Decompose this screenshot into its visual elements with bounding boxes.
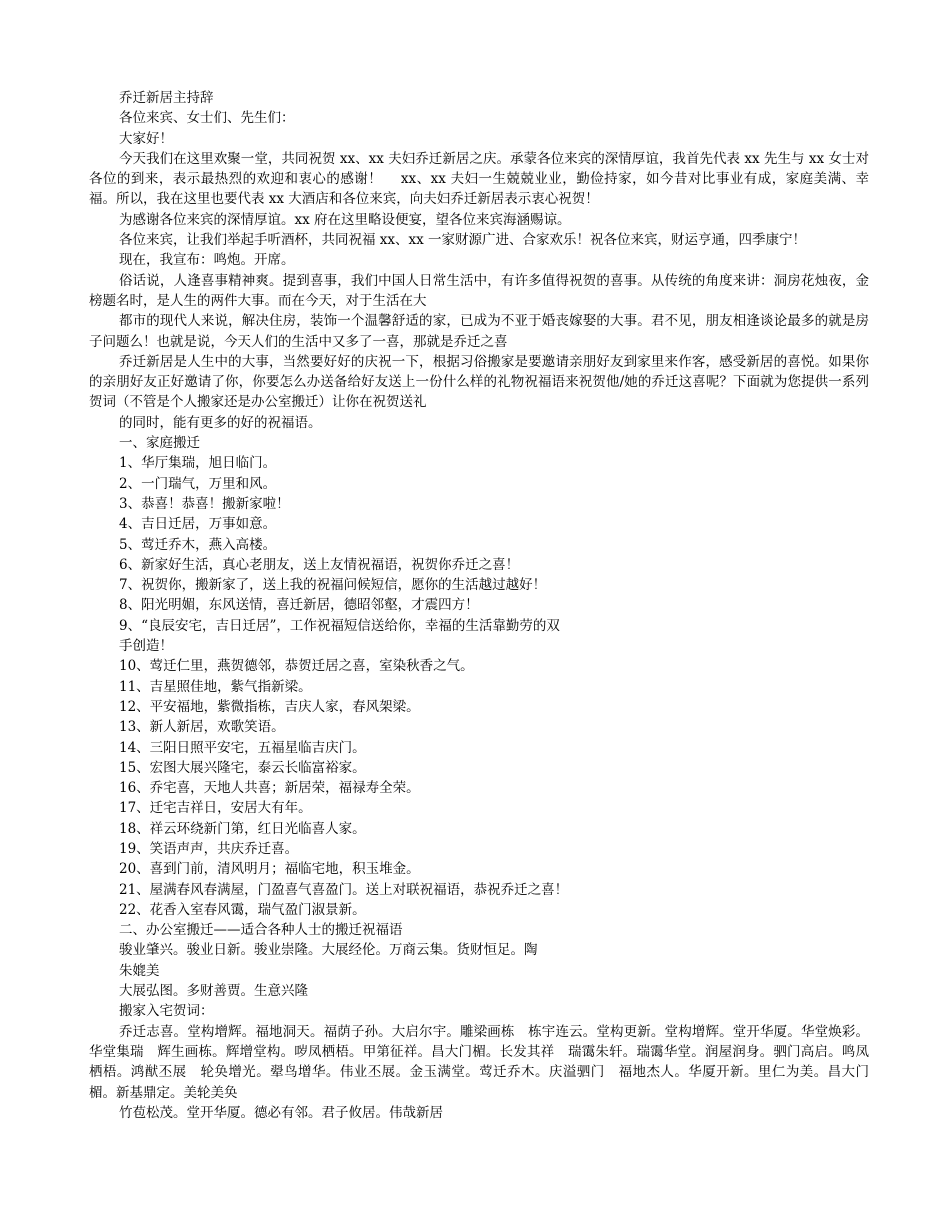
list-item: 1、华厅集瑞，旭日临门。	[119, 455, 277, 472]
list-item: 6、新家好生活，真心老朋友，送上友情祝福语，祝贺你乔迁之喜！	[119, 556, 520, 573]
paragraph: 大家好！	[119, 130, 173, 147]
paragraph: 各位来宾，让我们举起手听酒杯，共同祝福 xx、xx 一家财源广进、合家欢乐！祝各位来宾，财运亨通，四季康宁！	[119, 232, 807, 249]
paragraph: 俗话说，人逢喜事精神爽。提到喜事，我们中国人日常生活中，有许多值得祝贺的喜事。从传统的角度来讲：洞房花烛夜，金榜题名时，是人生的两件大事。而在今天，对于生活在大	[89, 272, 869, 309]
paragraph: 大展弘图。多财善贾。生意兴隆	[119, 983, 308, 1000]
list-item: 手创造！	[119, 638, 173, 655]
list-item: 14、三阳日照平安宅，五福星临吉庆门。	[119, 739, 366, 756]
document-page	[89, 88, 869, 1123]
paragraph: 乔迁志喜。堂构增辉。福地洞天。福荫子孙。大启尔宇。雕梁画栋 栋宇连云。堂构更新。堂构增辉。堂开华厦。华堂焕彩。华堂集瑞 辉生画栋。辉增堂构。哕凤栖梧。甲第征祥。昌大门楣。长发其祥 瑞霭朱轩。瑞霭华堂。润屋润身。驷门高启。鸣凤栖梧。鸿猷丕展 轮奂增光。翚鸟增华。伟业丕展。金玉满堂。莺迁乔木。庆溢驷门 福地杰人。华厦开新。里仁为美。昌大门楣。新基鼎定。美轮美奂	[89, 1023, 869, 1101]
list-item: 16、乔宅喜，天地人共喜；新居荣，福禄寿全荣。	[119, 780, 420, 797]
list-item: 20、喜到门前，清风明月；福临宅地，积玉堆金。	[119, 861, 420, 878]
list-item: 15、宏图大展兴隆宅，泰云长临富裕家。	[119, 759, 366, 776]
paragraph: 现在，我宣布：鸣炮。开席。	[119, 252, 295, 269]
paragraph: 各位来宾、女士们、先生们：	[119, 110, 295, 127]
paragraph: 的同时，能有更多的好的祝福语。	[119, 414, 322, 431]
paragraph: 都市的现代人来说，解决住房，装饰一个温馨舒适的家，已成为不亚于婚丧嫁娶的大事。君不见，朋友相逢谈论最多的就是房子问题么！也就是说，今天人们的生活中又多了一喜，那就是乔迁之喜	[89, 313, 869, 350]
list-item: 12、平安福地，紫微指栋，吉庆人家，春风架梁。	[119, 698, 420, 715]
list-item: 17、迁宅吉祥日，安居大有年。	[119, 800, 312, 817]
list-item: 21、屋满春风春满屋，门盈喜气喜盈门。送上对联祝福语，恭祝乔迁之喜！	[119, 881, 569, 898]
list-item: 8、阳光明媚，东风送情，喜迁新居，德昭邻壑，才震四方！	[119, 597, 479, 614]
list-item: 4、吉日迁居，万事如意。	[119, 516, 277, 533]
list-item: 22、花香入室春风霭，瑞气盈门淑景新。	[119, 901, 366, 918]
document-title: 乔迁新居主持辞	[119, 90, 214, 106]
list-item: 7、祝贺你，搬新家了，送上我的祝福问候短信，愿你的生活越过越好！	[119, 577, 547, 594]
list-item: 10、莺迁仁里，燕贺德邻，恭贺迁居之喜，室染秋香之气。	[119, 658, 474, 675]
paragraph: 今天我们在这里欢聚一堂，共同祝贺 xx、xx 夫妇乔迁新居之庆。承蒙各位来宾的深情厚谊，我首先代表 xx 先生与 xx 女士对各位的到来，表示最热烈的欢迎和衷心的感谢！ xx、xx 夫妇一生兢兢业业，勤俭持家，如今昔对比事业有成，家庭美满、幸福。所以，我在这里也要代表 xx 大酒店和各位来宾，向夫妇乔迁新居表示衷心祝贺！	[89, 150, 869, 208]
paragraph: 为感谢各位来宾的深情厚谊。xx 府在这里略设便宴，望各位来宾海涵赐谅。	[119, 211, 571, 228]
paragraph: 竹苞松茂。堂开华厦。德必有邻。君子攸居。伟哉新居	[119, 1104, 443, 1121]
section-heading: 一、家庭搬迁	[119, 435, 200, 452]
list-item: 9、“良辰安宅，吉日迁居”，工作祝福短信送给你，幸福的生活靠勤劳的双	[119, 617, 560, 634]
list-item: 11、吉星照佳地，紫气指新梁。	[119, 678, 312, 695]
paragraph: 朱媲美	[119, 962, 160, 979]
paragraph: 乔迁新居是人生中的大事，当然要好好的庆祝一下，根据习俗搬家是要邀请亲朋好友到家里来作客，感受新居的喜悦。如果你的亲朋好友正好邀请了你，你要怎么办送备给好友送上一份什么样的礼物祝福语来祝贺他/她的乔迁这喜呢？下面就为您提供一系列贺词（不管是个人搬家还是办公室搬迁）让你在祝贺送礼	[89, 353, 869, 411]
list-item: 3、恭喜！恭喜！搬新家啦！	[119, 495, 290, 512]
list-item: 2、一门瑞气，万里和风。	[119, 475, 277, 492]
paragraph: 搬家入宅贺词：	[119, 1003, 214, 1020]
list-item: 18、祥云环绕新门第，红日光临喜人家。	[119, 820, 366, 837]
section-heading: 骏业肇兴。骏业日新。骏业崇隆。大展经伦。万商云集。货财恒足。陶	[119, 942, 538, 959]
list-item: 二、办公室搬迁——适合各种人士的搬迁祝福语	[119, 922, 403, 939]
list-item: 5、莺迁乔木，燕入高楼。	[119, 536, 277, 553]
list-item: 13、新人新居，欢歌笑语。	[119, 719, 285, 736]
list-item: 19、笑语声声，共庆乔迁喜。	[119, 840, 299, 857]
